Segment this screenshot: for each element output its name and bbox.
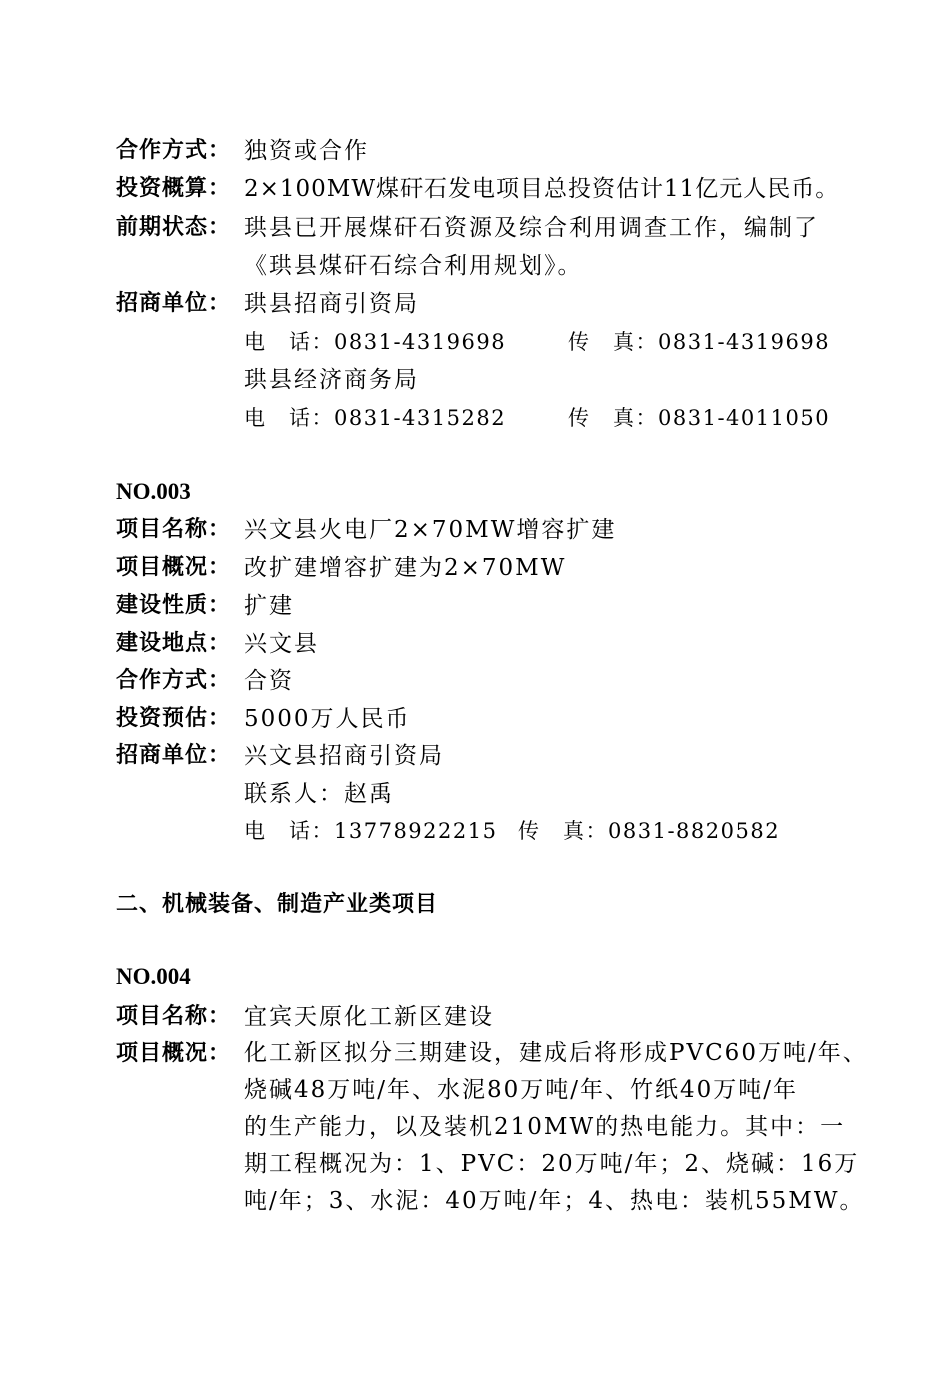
- invest-value: 2×100MW煤矸石发电项目总投资估计11亿元人民币。: [244, 176, 840, 202]
- overview-line: 烧碱48万吨/年、水泥80万吨/年、竹纸40万吨/年: [244, 1077, 799, 1103]
- name-value-3: 宜宾天原化工新区建设: [244, 1004, 494, 1030]
- project-number-004: NO.004: [116, 964, 191, 989]
- name-value: 兴文县火电厂2×70MW增容扩建: [244, 517, 617, 543]
- overview-line: 期工程概况为：1、PVC：20万吨/年；2、烧碱：16万: [244, 1151, 860, 1177]
- project-number-003: NO.003: [116, 479, 191, 504]
- contact-person: 联系人：赵禹: [244, 781, 394, 807]
- site-value: 兴文县: [244, 631, 319, 657]
- block2-fax: 传 真：0831-8820582: [518, 819, 781, 843]
- unit-label: 招商单位：: [116, 291, 232, 316]
- coop-label-2: 合作方式：: [116, 668, 232, 693]
- section-heading: 二、机械装备、制造产业类项目: [116, 892, 439, 917]
- unit2-fax: 传 真：0831-4011050: [568, 406, 831, 430]
- unit-value-2: 兴文县招商引资局: [244, 743, 444, 769]
- unit-name-2: 珙县经济商务局: [244, 367, 419, 393]
- estimate-label: 投资预估：: [116, 706, 232, 731]
- overview-label: 项目概况：: [116, 555, 232, 580]
- coop-value-2: 合资: [244, 668, 294, 694]
- overview-value: 改扩建增容扩建为2×70MW: [244, 555, 567, 581]
- overview-line: 的生产能力，以及装机210MW的热电能力。其中：一: [244, 1114, 846, 1140]
- unit-label-2: 招商单位：: [116, 743, 232, 768]
- invest-label: 投资概算：: [116, 176, 232, 201]
- overview-line: 化工新区拟分三期建设，建成后将形成PVC60万吨/年、: [244, 1040, 868, 1066]
- overview-paragraph: [244, 1035, 868, 1220]
- coop-value: 独资或合作: [244, 138, 369, 164]
- overview-line: 吨/年；3、水泥：40万吨/年；4、热电：装机55MW。: [244, 1188, 865, 1214]
- name-label-3: 项目名称：: [116, 1004, 232, 1029]
- status-label: 前期状态：: [116, 215, 232, 240]
- status-continuation: 《珙县煤矸石综合利用规划》。: [244, 253, 583, 279]
- coop-label: 合作方式：: [116, 138, 232, 163]
- name-label: 项目名称：: [116, 517, 232, 542]
- unit1-phone: 电 话：0831-4319698: [244, 330, 507, 354]
- unit2-phone: 电 话：0831-4315282: [244, 406, 507, 430]
- unit1-fax: 传 真：0831-4319698: [568, 330, 831, 354]
- nature-value: 扩建: [244, 593, 294, 619]
- estimate-value: 5000万人民币: [244, 706, 411, 732]
- block2-phone: 电 话：13778922215: [244, 819, 498, 843]
- unit-name-1: 珙县招商引资局: [244, 291, 419, 317]
- site-label: 建设地点：: [116, 631, 232, 656]
- nature-label: 建设性质：: [116, 593, 232, 618]
- overview-label-3: 项目概况：: [116, 1041, 232, 1066]
- status-value: 珙县已开展煤矸石资源及综合利用调查工作，编制了: [244, 215, 819, 241]
